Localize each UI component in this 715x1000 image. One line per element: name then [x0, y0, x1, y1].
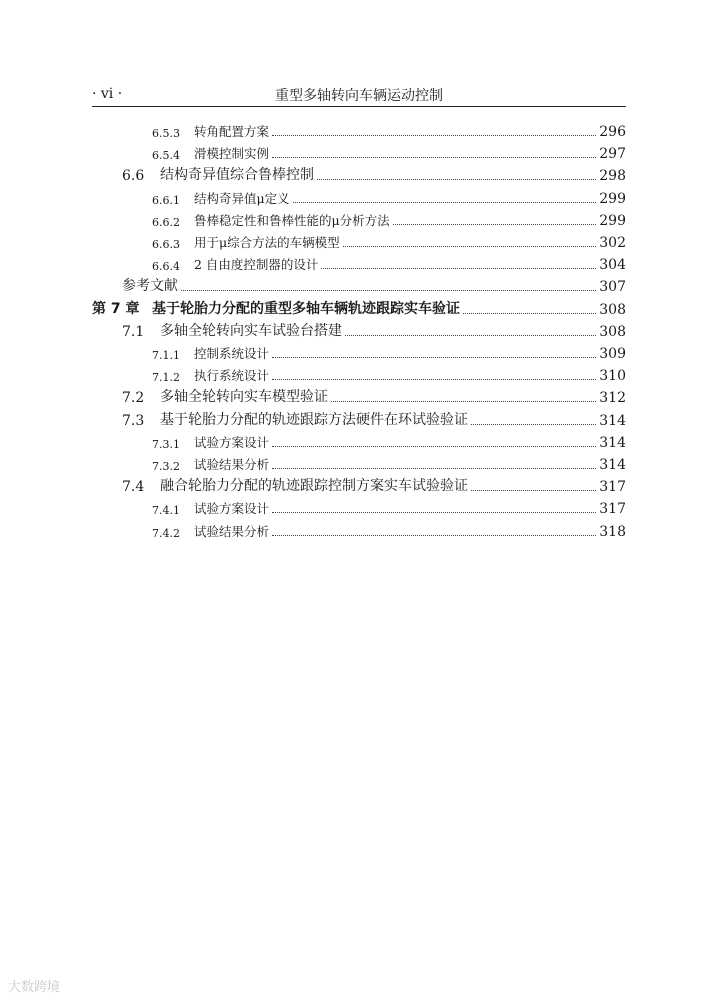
toc-entry-number: 6.5.4	[152, 149, 180, 163]
toc-entry	[92, 231, 626, 251]
toc-entry-page: 309	[599, 346, 626, 362]
toc-entry-title: 试验结果分析	[194, 457, 270, 472]
toc-entry-title: 执行系统设计	[194, 368, 270, 384]
toc-entry	[92, 275, 626, 295]
toc-entry-number: 7.1.1	[152, 349, 180, 362]
toc-entry-number: 6.6.2	[152, 215, 180, 229]
toc-entry-number: 7.1	[122, 323, 145, 340]
toc-entry	[92, 320, 626, 340]
toc-entry-number: 7.2	[122, 390, 145, 407]
toc-entry	[92, 475, 626, 495]
toc-entry-title: 基于轮胎力分配的重型多轴车辆轨迹跟踪实车验证	[152, 300, 460, 317]
running-title: 重型多轴转向车辆运动控制	[275, 88, 443, 104]
toc-entry-number: 7.3	[122, 412, 145, 429]
toc-entry-title: 用于μ综合方法的车辆模型	[194, 235, 340, 250]
toc-entry-page: 314	[599, 434, 626, 451]
toc-entry-page: 318	[599, 523, 626, 540]
toc-entry-number: 6.6	[122, 168, 145, 185]
dot-leader	[331, 401, 596, 402]
toc-entry-page: 312	[599, 390, 626, 407]
toc-entry-page: 308	[599, 323, 626, 340]
dot-leader	[272, 468, 596, 469]
toc-entry-title: 试验结果分析	[194, 523, 270, 539]
toc-entry-page: 302	[599, 235, 626, 251]
toc-entry	[92, 453, 626, 473]
toc-entry-title: 多轴全轮转向实车试验台搭建	[160, 322, 342, 339]
toc-entry-number: 7.3.2	[152, 460, 180, 473]
toc-entry-number: 7.3.1	[152, 437, 180, 451]
toc-entry	[92, 364, 626, 384]
watermark-logo: 大数跨境	[8, 980, 61, 995]
dot-leader	[345, 335, 596, 336]
toc-entry-number: 7.4	[122, 479, 145, 496]
toc-entry-page: 317	[599, 501, 626, 518]
toc-entry-page: 299	[599, 212, 626, 229]
dot-leader	[393, 224, 597, 225]
toc-entry-title: 基于轮胎力分配的轨迹跟踪方法硬件在环试验验证	[160, 411, 468, 428]
toc-entry-title: 融合轮胎力分配的轨迹跟踪控制方案实车试验验证	[160, 478, 468, 495]
toc-entry-number: 6.6.1	[152, 193, 180, 207]
toc-entry-number: 7.1.2	[152, 371, 180, 385]
toc-entry-page: 314	[599, 457, 626, 473]
toc-entry-page: 308	[599, 301, 626, 318]
toc-entry	[92, 386, 626, 406]
toc-entry	[92, 520, 626, 540]
toc-entry-title: 结构奇异值μ定义	[194, 190, 290, 206]
toc-entry	[92, 298, 626, 318]
dot-leader	[272, 535, 596, 536]
toc-entry-title: 试验方案设计	[194, 434, 270, 450]
dot-leader	[321, 268, 596, 269]
toc-entry-number: 6.5.3	[152, 127, 180, 140]
toc-entry-number: 6.6.4	[152, 260, 180, 274]
toc-entry-page: 304	[599, 257, 626, 274]
dot-leader	[343, 246, 597, 247]
toc-entry-title: 试验方案设计	[194, 501, 270, 517]
toc-entry-title: 滑模控制实例	[194, 146, 270, 162]
dot-leader	[272, 379, 596, 380]
dot-leader	[272, 135, 596, 136]
toc-entry-title: 鲁棒稳定性和鲁棒性能的μ分析方法	[194, 212, 390, 228]
toc-entry	[92, 253, 626, 273]
dot-leader	[293, 202, 597, 203]
dot-leader	[471, 490, 596, 491]
toc-entry	[92, 342, 626, 362]
toc-entry-number: 6.6.3	[152, 238, 180, 251]
dot-leader	[181, 290, 596, 291]
toc-entry-number: 7.4.2	[152, 526, 180, 540]
dot-leader	[272, 157, 596, 158]
toc-entry	[92, 187, 626, 207]
toc-entry-title: 参考文献	[122, 278, 178, 295]
toc-entry-page: 307	[599, 279, 626, 296]
toc-entry-title: 2 自由度控制器的设计	[194, 257, 319, 273]
toc-entry-page: 298	[599, 168, 626, 185]
toc-entry	[92, 497, 626, 517]
toc-entry	[92, 409, 626, 429]
dot-leader	[471, 424, 596, 425]
toc-entry-title: 结构奇异值综合鲁棒控制	[160, 167, 314, 184]
toc-entry-page: 297	[599, 146, 626, 163]
page-number: · vi ·	[92, 86, 123, 102]
toc-entry-title: 控制系统设计	[194, 346, 270, 361]
toc-entry-page: 299	[599, 190, 626, 207]
toc-entry	[92, 142, 626, 162]
dot-leader	[272, 512, 596, 513]
dot-leader	[317, 179, 596, 180]
toc-entry-page: 296	[599, 124, 626, 140]
toc-entry-page: 310	[599, 368, 626, 385]
dot-leader	[272, 357, 596, 358]
toc-entry-number: 第 7 章	[92, 300, 140, 317]
dot-leader	[272, 446, 596, 447]
page-header	[92, 84, 626, 107]
toc-entry-page: 317	[599, 479, 626, 496]
toc-entry-number: 7.4.1	[152, 504, 180, 518]
toc-entry-title: 多轴全轮转向实车模型验证	[160, 389, 328, 406]
dot-leader	[463, 313, 596, 314]
toc-entry-title: 转角配置方案	[194, 124, 270, 139]
toc-entry-page: 314	[599, 412, 626, 429]
toc-entry	[92, 120, 626, 140]
toc-entry	[92, 209, 626, 229]
toc-entry	[92, 431, 626, 451]
toc-entry	[92, 164, 626, 184]
